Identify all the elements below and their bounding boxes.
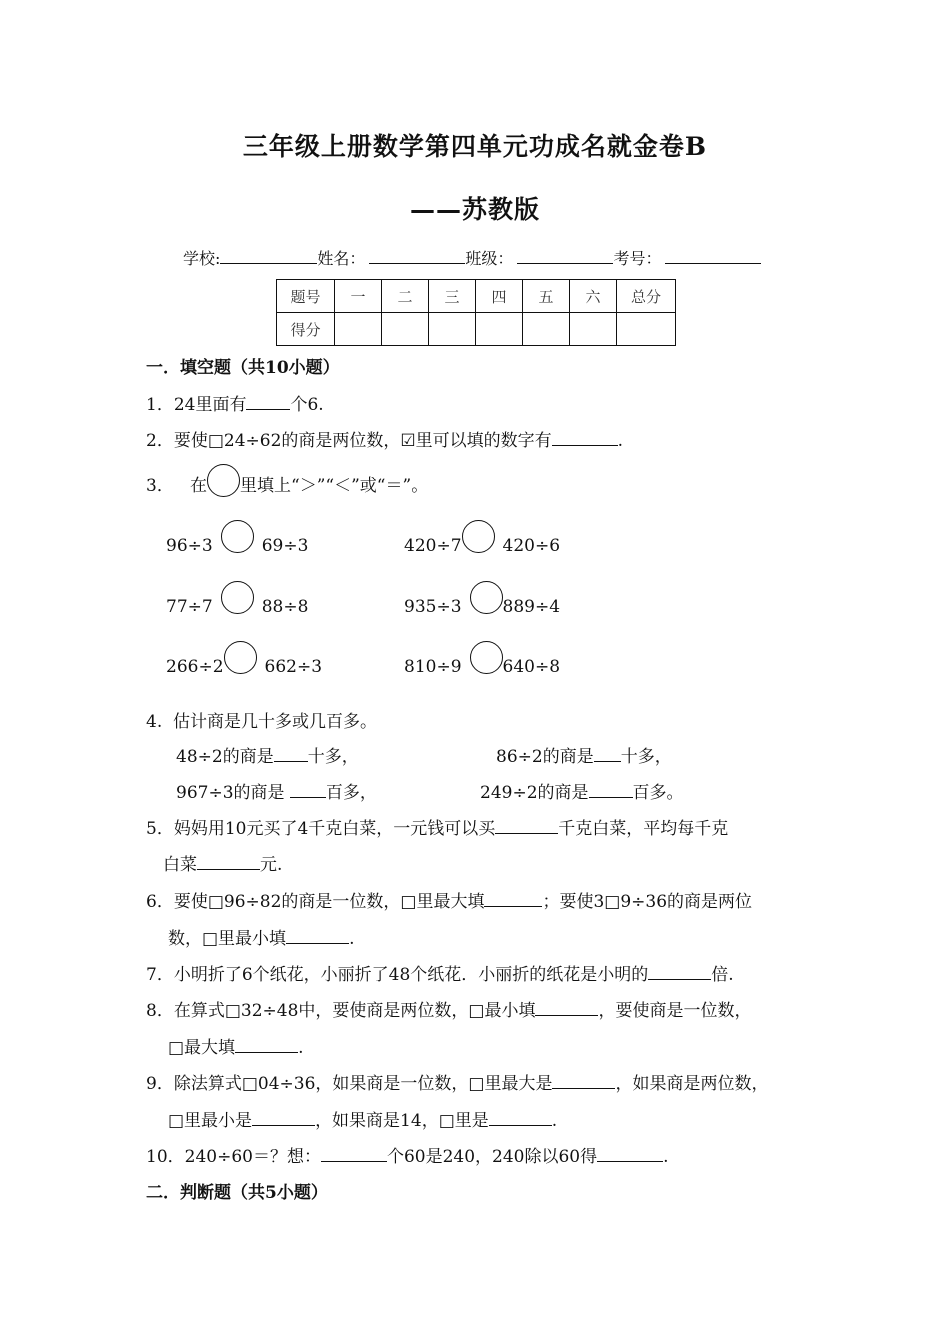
score-cell[interactable] xyxy=(476,313,523,346)
compare-right: 420÷6 xyxy=(502,536,561,556)
score-header-cell: 二 xyxy=(382,280,429,313)
question-1 xyxy=(146,390,324,415)
page-subtitle: ——苏教版 xyxy=(409,195,540,224)
q6-blank-1[interactable] xyxy=(484,889,542,907)
q4-item xyxy=(480,778,684,803)
q5-number: 5． xyxy=(146,819,174,839)
score-cell[interactable] xyxy=(429,313,476,346)
number-label: 考号： xyxy=(613,249,662,268)
score-header-cell: 三 xyxy=(429,280,476,313)
score-cell[interactable] xyxy=(523,313,570,346)
name-field[interactable] xyxy=(369,247,465,264)
question-2 xyxy=(146,426,623,451)
q4-item xyxy=(176,778,377,803)
compare-right: 889÷4 xyxy=(502,597,561,617)
score-row xyxy=(277,313,676,346)
compare-circle[interactable] xyxy=(470,581,503,614)
score-header-cell: 一 xyxy=(335,280,382,313)
q8-blank-1[interactable] xyxy=(535,998,598,1016)
score-header-row xyxy=(277,280,676,313)
q4-item-end: 百多， xyxy=(325,783,377,803)
q8-blank-2[interactable] xyxy=(235,1035,298,1053)
q1-text-end: 个6. xyxy=(290,395,324,415)
compare-circle[interactable] xyxy=(462,520,495,553)
q5-text-mid: 千克白菜，平均每千克 xyxy=(558,819,729,839)
school-field[interactable] xyxy=(220,247,317,264)
question-5-line2 xyxy=(163,850,282,875)
q4-item xyxy=(496,742,672,767)
q1-blank[interactable] xyxy=(246,392,290,410)
score-row-label: 得分 xyxy=(277,313,335,346)
compare-item xyxy=(166,536,308,556)
number-field[interactable] xyxy=(665,247,761,264)
q7-number: 7． xyxy=(146,965,174,985)
q4-item-end: 百多。 xyxy=(632,783,684,803)
q9-text-2: □里最小是 xyxy=(168,1111,253,1131)
score-header-cell: 六 xyxy=(570,280,617,313)
q10-blank-1[interactable] xyxy=(321,1144,387,1162)
q10-text-mid: 个60是240，240除以60得 xyxy=(386,1147,598,1167)
compare-item xyxy=(166,657,322,677)
q4-text: 估计商是几十多或几百多。 xyxy=(173,712,378,732)
question-10 xyxy=(146,1142,669,1167)
q4-item-text: 967÷3的商是 xyxy=(176,783,290,803)
compare-right: 69÷3 xyxy=(261,536,309,556)
q4-number: 4. xyxy=(146,712,163,732)
q9-blank-3[interactable] xyxy=(489,1108,552,1126)
compare-item xyxy=(166,597,308,617)
q4-blank[interactable] xyxy=(290,780,326,798)
q6-text-mid: ；要使3□9÷36的商是两位 xyxy=(542,892,753,912)
compare-item xyxy=(404,597,560,617)
q4-item xyxy=(176,742,359,767)
class-field[interactable] xyxy=(517,247,613,264)
question-6 xyxy=(146,887,752,912)
compare-right: 640÷8 xyxy=(502,657,561,677)
compare-circle[interactable] xyxy=(470,641,503,674)
q9-text-3: ，如果商是14，□里是 xyxy=(315,1111,489,1131)
q5-text: 妈妈用10元买了4千克白菜，一元钱可以买 xyxy=(173,819,496,839)
compare-item xyxy=(404,536,560,556)
compare-left: 420÷7 xyxy=(404,536,462,556)
q5-text-2: 白菜 xyxy=(163,855,197,875)
q9-text-mid: ，如果商是两位数， xyxy=(615,1074,769,1094)
score-cell[interactable] xyxy=(382,313,429,346)
question-4 xyxy=(146,707,377,732)
score-cell[interactable] xyxy=(335,313,382,346)
score-table xyxy=(276,279,676,346)
section2-title: 二．判断题（共5小题） xyxy=(146,1183,328,1203)
q10-blank-2[interactable] xyxy=(597,1144,663,1162)
info-line xyxy=(183,246,761,269)
compare-left: 96÷3 xyxy=(166,536,213,556)
compare-right: 662÷3 xyxy=(264,657,323,677)
q6-text-2: 数，□里最小填 xyxy=(168,929,287,949)
class-label: 班级： xyxy=(465,249,514,268)
q4-item-text: 48÷2的商是 xyxy=(176,747,274,767)
q4-blank[interactable] xyxy=(589,780,633,798)
question-6-line2 xyxy=(168,924,354,949)
score-header-cell: 四 xyxy=(476,280,523,313)
score-cell[interactable] xyxy=(617,313,676,346)
q6-text-end: . xyxy=(349,929,355,949)
q2-text: 要使□24÷62的商是两位数，☑里可以填的数字有 xyxy=(173,431,552,451)
question-9 xyxy=(146,1069,768,1094)
q8-text-2: □最大填 xyxy=(168,1038,236,1058)
q4-item-end: 十多， xyxy=(307,747,359,767)
q7-text: 小明折了6个纸花，小丽折了48个纸花．小丽折的纸花是小明的 xyxy=(173,965,649,985)
q8-text-end: . xyxy=(298,1038,304,1058)
q8-number: 8． xyxy=(146,1001,174,1021)
q10-number: 10． xyxy=(146,1147,185,1167)
q9-blank-2[interactable] xyxy=(252,1108,315,1126)
q2-number: 2． xyxy=(146,431,174,451)
q8-text-mid: ，要使商是一位数， xyxy=(598,1001,752,1021)
q9-number: 9． xyxy=(146,1074,174,1094)
q4-blank[interactable] xyxy=(594,744,621,762)
question-8 xyxy=(146,996,751,1021)
q2-text-end: . xyxy=(617,431,624,451)
section1-title: 一．填空题（共10小题） xyxy=(146,358,340,378)
compare-left: 935÷3 xyxy=(404,597,462,617)
q4-item-text: 249÷2的商是 xyxy=(480,783,589,803)
q1-text: 24里面有 xyxy=(173,395,247,415)
q6-number: 6． xyxy=(146,892,174,912)
compare-left: 810÷9 xyxy=(404,657,462,677)
q9-text: 除法算式□04÷36，如果商是一位数，□里最大是 xyxy=(173,1074,553,1094)
q4-item-end: 十多， xyxy=(620,747,672,767)
compare-circle[interactable] xyxy=(221,581,254,614)
compare-item xyxy=(404,657,560,677)
q3-number: 3． xyxy=(146,476,174,496)
q2-blank[interactable] xyxy=(552,428,618,446)
page-title: 三年级上册数学第四单元功成名就金卷B xyxy=(242,132,708,161)
compare-circle[interactable] xyxy=(221,520,254,553)
score-header-cell: 题号 xyxy=(277,280,335,313)
circle-icon xyxy=(207,464,240,497)
name-label: 姓名： xyxy=(317,249,366,268)
q7-text-end: 倍. xyxy=(711,965,734,985)
q4-blank[interactable] xyxy=(274,744,308,762)
compare-circle[interactable] xyxy=(224,641,257,674)
score-header-cell: 五 xyxy=(523,280,570,313)
q3-text-end: 里填上“＞”“＜”或“＝”。 xyxy=(240,476,429,496)
question-7 xyxy=(146,960,734,985)
q6-text: 要使□96÷82的商是一位数，□里最大填 xyxy=(173,892,485,912)
q5-blank-2[interactable] xyxy=(197,852,260,870)
compare-left: 266÷2 xyxy=(166,657,224,677)
q5-text-end: 元. xyxy=(260,855,283,875)
question-9-line2 xyxy=(168,1106,557,1131)
score-header-cell: 总分 xyxy=(617,280,676,313)
question-8-line2 xyxy=(168,1033,303,1058)
question-3 xyxy=(146,471,428,497)
q9-text-end: . xyxy=(551,1111,558,1131)
school-label: 学校: xyxy=(183,249,221,268)
q8-text: 在算式□32÷48中，要使商是两位数，□最小填 xyxy=(173,1001,536,1021)
q1-number: 1． xyxy=(146,395,174,415)
q9-blank-1[interactable] xyxy=(552,1071,615,1089)
q7-blank[interactable] xyxy=(648,962,711,980)
q10-text: 240÷60＝？想： xyxy=(184,1147,321,1167)
compare-right: 88÷8 xyxy=(261,597,309,617)
compare-left: 77÷7 xyxy=(166,597,213,617)
q10-text-end: . xyxy=(663,1147,669,1167)
q6-blank-2[interactable] xyxy=(286,926,349,944)
q4-item-text: 86÷2的商是 xyxy=(496,747,594,767)
score-cell[interactable] xyxy=(570,313,617,346)
q5-blank-1[interactable] xyxy=(495,816,558,834)
question-5 xyxy=(146,814,728,839)
q3-text: 在 xyxy=(190,476,208,496)
